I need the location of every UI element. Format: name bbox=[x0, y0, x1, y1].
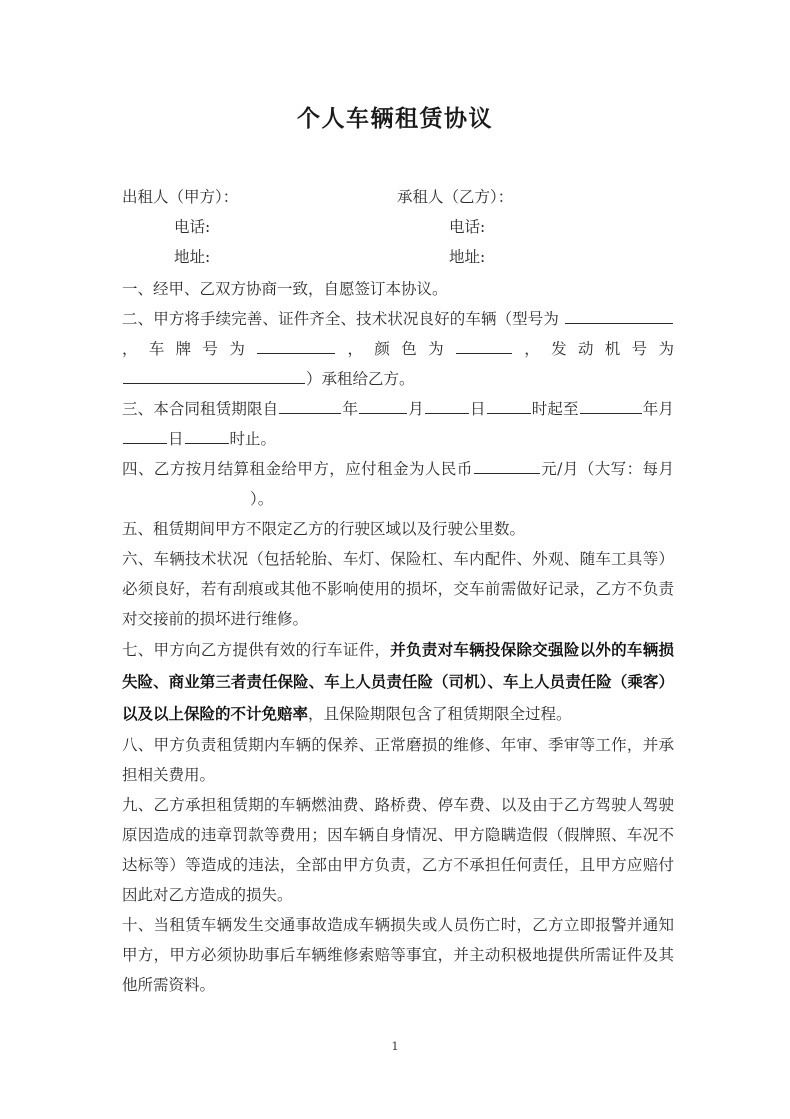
clause-3-text-g: 月 bbox=[658, 400, 674, 418]
clause-3-text-h: 日 bbox=[168, 430, 184, 448]
lessor-column bbox=[122, 182, 238, 272]
vehicle-model-blank bbox=[565, 308, 673, 324]
clause-4-text-a: 四、乙方按月结算租金给甲方，应付租金为人民币 bbox=[122, 460, 473, 478]
clause-4-text-b: 元/月（大写：每月 bbox=[540, 460, 674, 478]
clause-3-text-d: 日 bbox=[469, 400, 486, 418]
clause-2-text-d: ，发动机号为 bbox=[512, 340, 674, 358]
rent-capital-gap bbox=[122, 489, 250, 504]
lessor-address-label: 地址: bbox=[174, 248, 211, 266]
clause-3-text-i: 时止。 bbox=[229, 430, 277, 448]
end-year-blank bbox=[580, 398, 642, 414]
clause-8: 八、甲方负责租赁期内车辆的保养、正常磨损的维修、年审、季审等工作，并承担相关费用。 bbox=[122, 736, 674, 784]
end-day-blank bbox=[185, 428, 229, 444]
page-number: 1 bbox=[391, 1039, 399, 1053]
parties-block bbox=[122, 182, 674, 274]
lessee-address-label: 地址: bbox=[449, 248, 486, 266]
document-body bbox=[122, 182, 674, 1000]
clause-2-text-c: ，颜色为 bbox=[336, 340, 455, 358]
start-hour-blank bbox=[487, 398, 531, 414]
clause-2-text-e: ）承租给乙方。 bbox=[306, 370, 415, 388]
clause-2-text-b: ，车牌号为 bbox=[122, 340, 257, 358]
clause-7-insurance-emphasis: 并负责对车辆投保除交强险以外的车辆损失险、商业第三者责任保险、车上人员责任险（司机）、车上人员责任险（乘客）以及以上保险的不计免赔率 bbox=[122, 640, 674, 723]
clause-2 bbox=[122, 304, 674, 394]
clause-3-text-e: 时起至 bbox=[531, 400, 579, 418]
clause-4-text-c: ）。 bbox=[250, 490, 274, 508]
clause-4 bbox=[122, 454, 674, 514]
vehicle-color-blank bbox=[456, 338, 512, 354]
clause-7-text-b: ，且保险期限包含了租赁期限全过程。 bbox=[308, 705, 572, 723]
clause-7-text-a: 七、甲方向乙方提供有效的行车证件， bbox=[122, 641, 391, 659]
lessee-name-label: 承租人（乙方）： bbox=[397, 188, 514, 206]
clause-9: 九、乙方承担租赁期的车辆燃油费、路桥费、停车费、以及由于乙方驾驶人驾驶原因造成的违章罚款等费用；因车辆自身情况、甲方隐瞒造假（假牌照、车况不达标等）等造成的违法，全部由甲方负责，乙方不承担任何责任，且甲方应赔付因此对乙方造成的损失。 bbox=[122, 796, 674, 904]
clause-3-text-a: 三、本合同租赁期限自 bbox=[122, 400, 279, 418]
rent-amount-blank bbox=[474, 458, 540, 474]
clause-1: 一、经甲、乙双方协商一致，自愿签订本协议。 bbox=[122, 280, 448, 298]
page-title: 个人车辆租赁协议 bbox=[297, 105, 493, 132]
clause-3-text-c: 月 bbox=[408, 400, 424, 418]
clause-10: 十、当租赁车辆发生交通事故造成车辆损失或人员伤亡时，乙方立即报警并通知甲方，甲方必须协助事后车辆维修索赔等事宜，并主动积极地提供所需证件及其他所需资料。 bbox=[122, 916, 674, 994]
clause-3 bbox=[122, 394, 674, 454]
lessee-phone-label: 电话: bbox=[449, 218, 486, 236]
clause-5: 五、租赁期间甲方不限定乙方的行驶区域以及行驶公里数。 bbox=[122, 520, 526, 538]
start-year-blank bbox=[279, 398, 341, 414]
clause-3-text-f: 年 bbox=[642, 400, 659, 418]
start-month-blank bbox=[359, 398, 407, 414]
clause-6: 六、车辆技术状况（包括轮胎、车灯、保险杠、车内配件、外观、随车工具等）必须良好，若有刮痕或其他不影响使用的损坏，交车前需做好记录，乙方不负责对交接前的损坏进行维修。 bbox=[122, 550, 674, 628]
start-day-blank bbox=[425, 398, 469, 414]
lessor-name-label: 出租人（甲方）： bbox=[122, 188, 239, 206]
end-month-blank bbox=[123, 428, 167, 444]
lessor-phone-label: 电话: bbox=[174, 218, 211, 236]
clause-3-text-b: 年 bbox=[342, 400, 359, 418]
clause-7 bbox=[122, 634, 674, 730]
engine-number-blank bbox=[123, 368, 305, 384]
license-plate-blank bbox=[257, 338, 335, 354]
clause-2-text-a: 二、甲方将手续完善、证件齐全、技术状况良好的车辆（型号为 bbox=[122, 310, 559, 328]
lessee-column bbox=[397, 182, 513, 272]
